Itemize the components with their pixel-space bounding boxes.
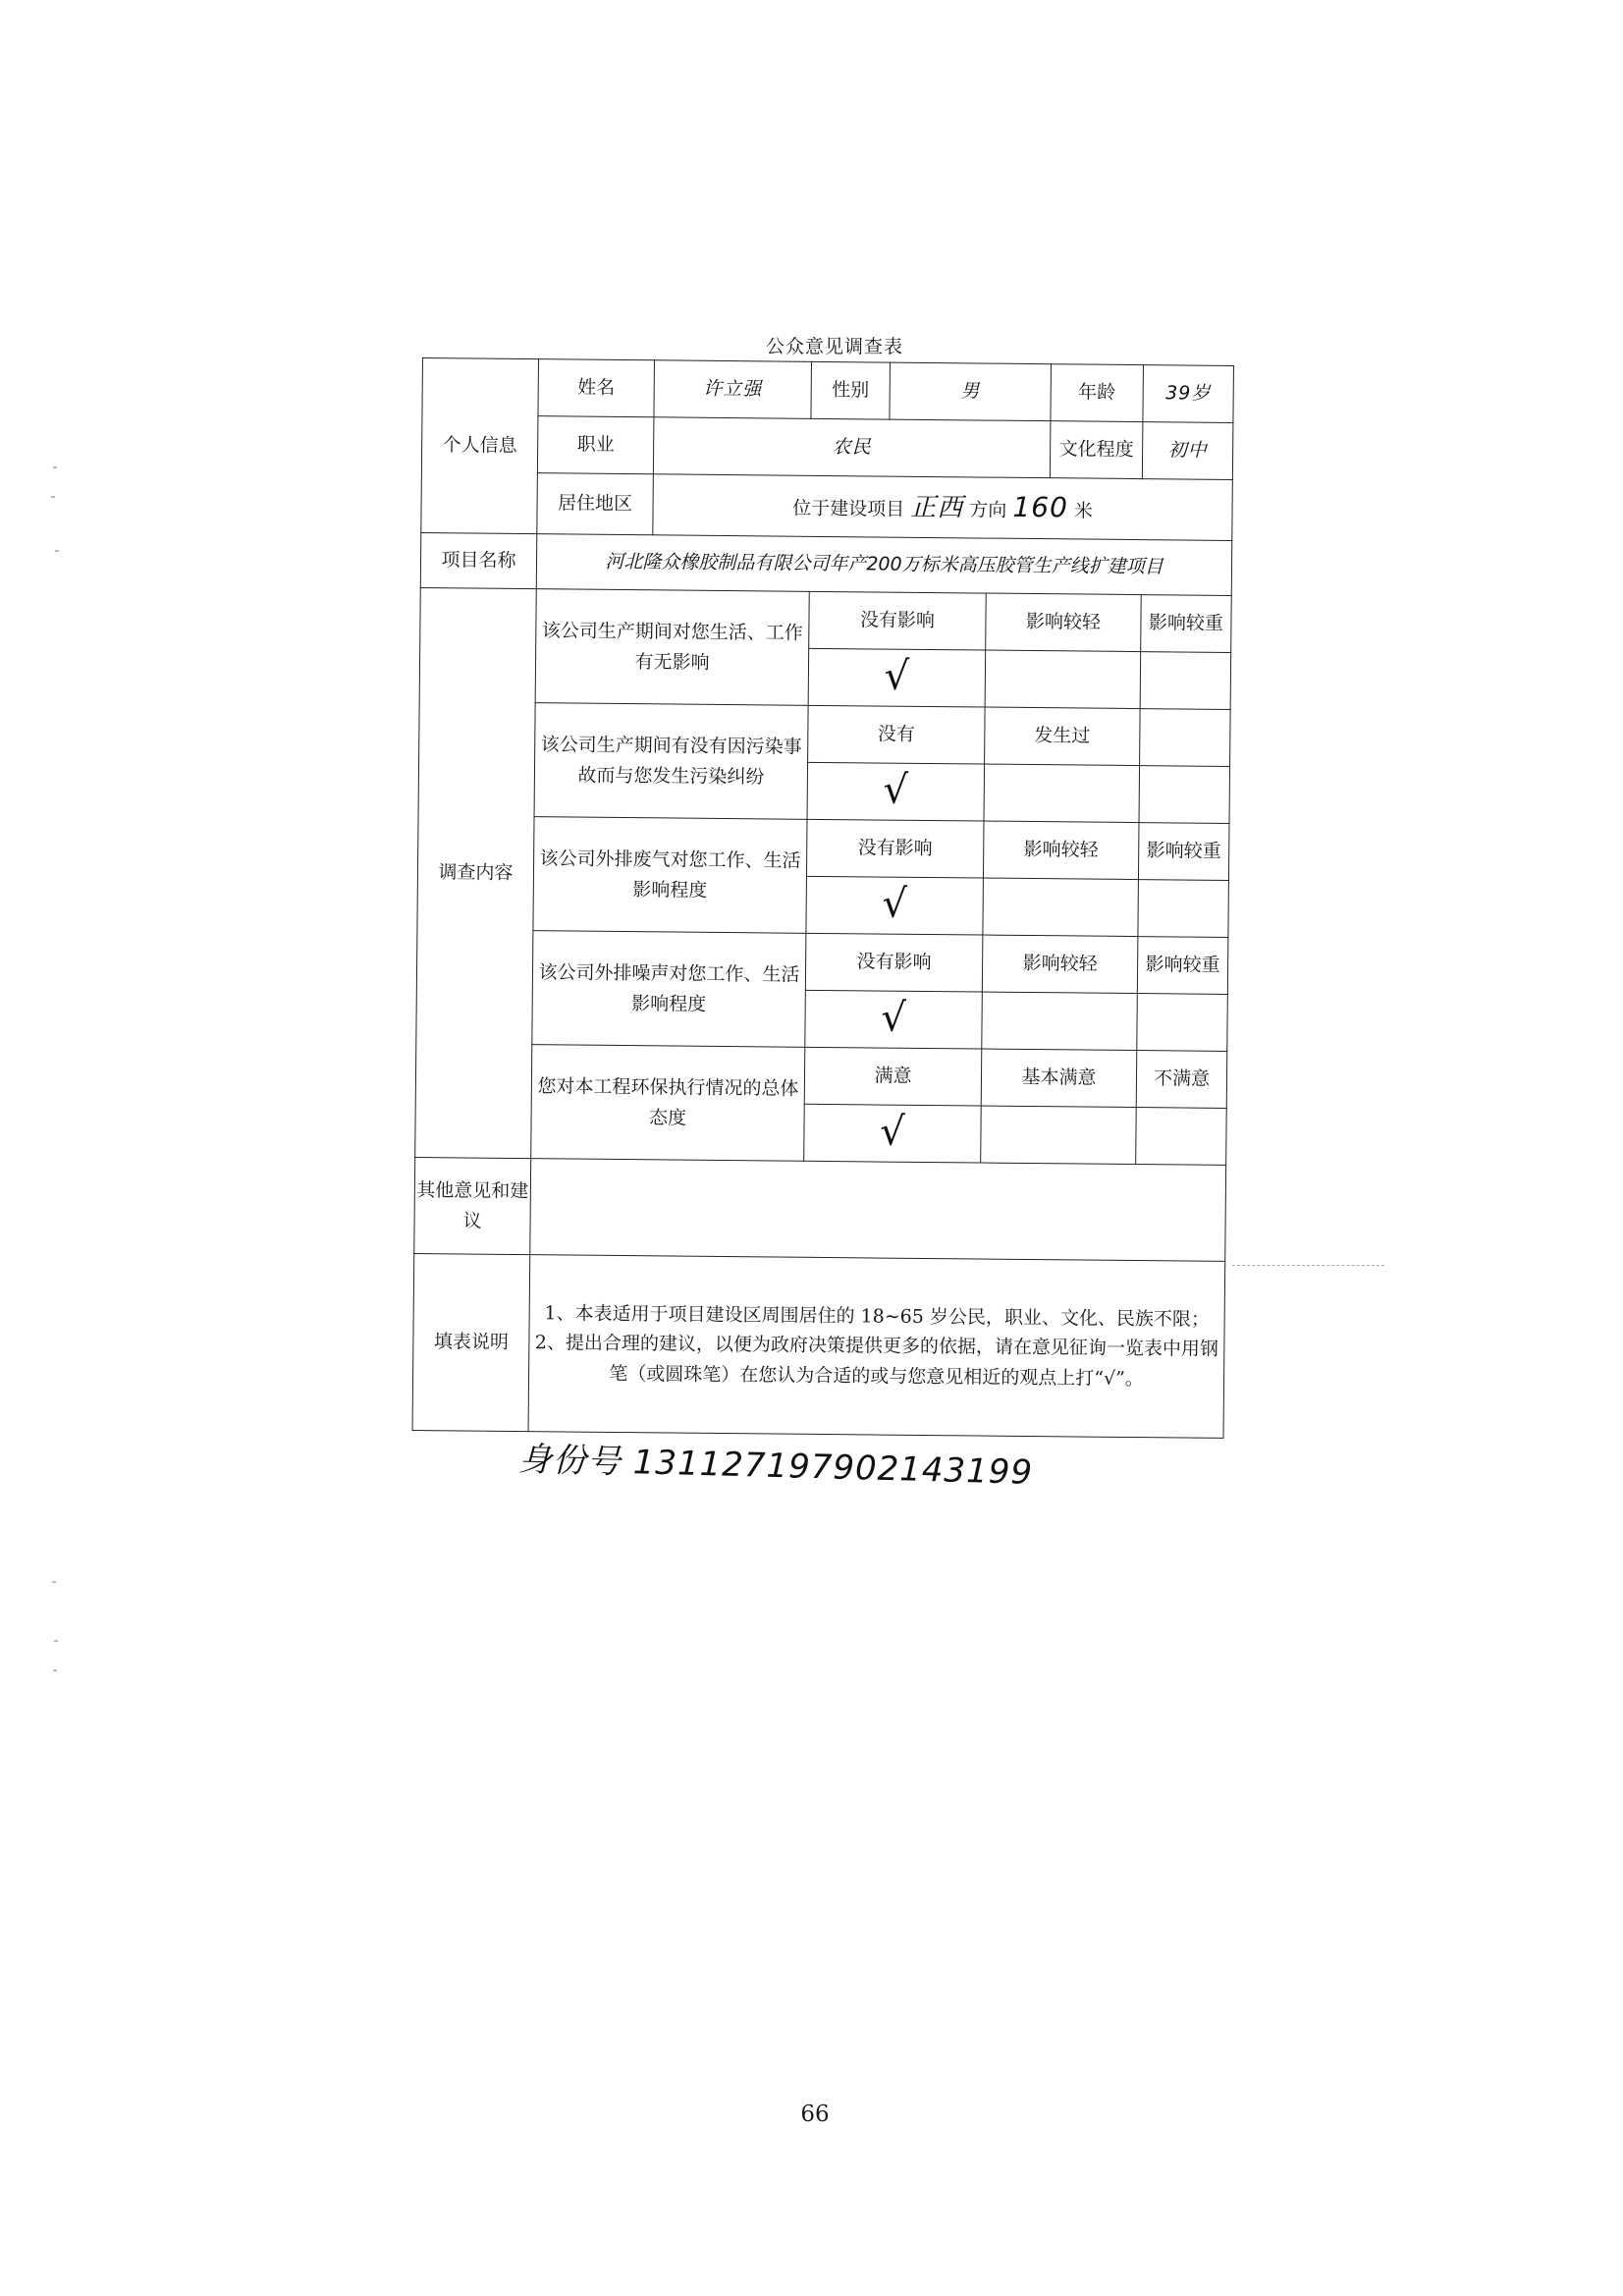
question-4-text: 该公司外排噪声对您工作、生活影响程度 [532, 931, 806, 1048]
q2-answer-3[interactable] [1139, 766, 1230, 824]
q1-option-1: 没有影响 [809, 591, 987, 650]
question-5-text: 您对本工程环保执行情况的总体态度 [531, 1045, 805, 1162]
personal-info-label: 个人信息 [421, 358, 539, 534]
residence-distance[interactable]: 160 [1012, 490, 1069, 524]
education-value[interactable]: 初中 [1142, 422, 1233, 480]
scan-speck [52, 1581, 56, 1583]
q3-answer-2[interactable] [983, 878, 1139, 937]
question-3-text: 该公司外排废气对您工作、生活影响程度 [533, 817, 807, 934]
scan-dashed-line [1232, 1265, 1384, 1266]
project-name-label: 项目名称 [420, 533, 537, 589]
q4-option-1: 没有影响 [805, 933, 983, 992]
survey-content-label: 调查内容 [415, 588, 537, 1159]
age-value[interactable]: 39岁 [1143, 365, 1234, 423]
form-title: 公众意见调查表 [765, 336, 903, 357]
instructions-label: 填表说明 [412, 1253, 530, 1431]
residence-unit: 米 [1073, 500, 1094, 522]
q3-option-1: 没有影响 [806, 819, 984, 878]
q2-option-1: 没有 [808, 705, 986, 764]
gender-value[interactable]: 男 [890, 362, 1052, 421]
q5-option-2: 基本满意 [981, 1049, 1137, 1108]
q4-answer-2[interactable] [982, 992, 1138, 1051]
q1-answer-3[interactable] [1140, 652, 1231, 710]
scan-speck [55, 550, 59, 552]
q2-answer-2[interactable] [984, 764, 1140, 823]
instructions-text [528, 1255, 1225, 1439]
q1-option-2: 影响较轻 [986, 593, 1142, 652]
occupation-label: 职业 [537, 416, 654, 474]
scan-speck [53, 1669, 57, 1671]
residence-value [653, 474, 1233, 541]
q3-answer-1[interactable] [806, 876, 984, 935]
q3-answer-3[interactable] [1138, 880, 1229, 938]
q4-option-3: 影响较重 [1137, 937, 1228, 995]
residence-direction[interactable]: 正西 [910, 492, 964, 523]
residence-mid: 方向 [969, 499, 1007, 521]
scan-speck [53, 466, 57, 468]
scan-speck [51, 496, 55, 498]
q1-option-3: 影响较重 [1141, 595, 1232, 653]
scan-speck [54, 1640, 58, 1642]
name-value[interactable]: 许立强 [654, 360, 812, 419]
q3-option-2: 影响较轻 [983, 821, 1139, 880]
q5-answer-2[interactable] [981, 1106, 1137, 1165]
q4-answer-1[interactable] [805, 990, 983, 1049]
q1-answer-1[interactable] [808, 648, 986, 707]
check-mark-icon: √ [882, 881, 908, 928]
other-suggestions-field[interactable] [530, 1159, 1226, 1262]
q5-option-1: 满意 [804, 1047, 982, 1106]
id-number-handwritten: 身份号 131127197902143199 [517, 1440, 1034, 1493]
q4-answer-3[interactable] [1137, 994, 1228, 1052]
check-mark-icon: √ [879, 1109, 905, 1156]
question-2-text: 该公司生产期间有没有因污染事故而与您发生污染纠纷 [534, 703, 808, 820]
q2-answer-1[interactable] [807, 762, 985, 821]
age-label: 年龄 [1051, 364, 1144, 422]
gender-label: 性别 [811, 361, 891, 419]
education-label: 文化程度 [1050, 421, 1143, 479]
instructions-line-2: 2、提出合理的建议，以便为政府决策提供更多的依据，请在意见征询一览表中用钢笔（或圆珠笔）在您认为合适的或与您意见相近的观点上打“√”。 [534, 1332, 1219, 1390]
residence-label: 居住地区 [537, 473, 654, 535]
page-number: 66 [800, 2102, 830, 2127]
q2-option-3 [1140, 709, 1231, 767]
check-mark-icon: √ [881, 995, 907, 1042]
survey-form [411, 357, 1233, 1446]
occupation-value[interactable]: 农民 [653, 417, 1051, 478]
q2-option-2: 发生过 [985, 707, 1141, 766]
question-1-text: 该公司生产期间对您生活、工作有无影响 [535, 589, 809, 706]
other-suggestions-label: 其他意见和建议 [414, 1158, 531, 1255]
q1-answer-2[interactable] [985, 650, 1141, 709]
name-label: 姓名 [538, 359, 655, 417]
q5-answer-3[interactable] [1136, 1108, 1227, 1166]
survey-table [412, 357, 1234, 1439]
check-mark-icon: √ [883, 767, 909, 814]
q5-answer-1[interactable] [804, 1104, 982, 1163]
instructions-line-1: 1、本表适用于项目建设区周围居住的 18~65 岁公民，职业、文化、民族不限； [544, 1302, 1210, 1331]
q5-option-3: 不满意 [1136, 1051, 1227, 1109]
q3-option-3: 影响较重 [1138, 823, 1229, 881]
q4-option-2: 影响较轻 [982, 935, 1138, 994]
residence-prefix: 位于建设项目 [792, 497, 905, 520]
check-mark-icon: √ [884, 653, 910, 700]
project-name-value[interactable]: 河北隆众橡胶制品有限公司年产200万标米高压胶管生产线扩建项目 [536, 534, 1232, 596]
